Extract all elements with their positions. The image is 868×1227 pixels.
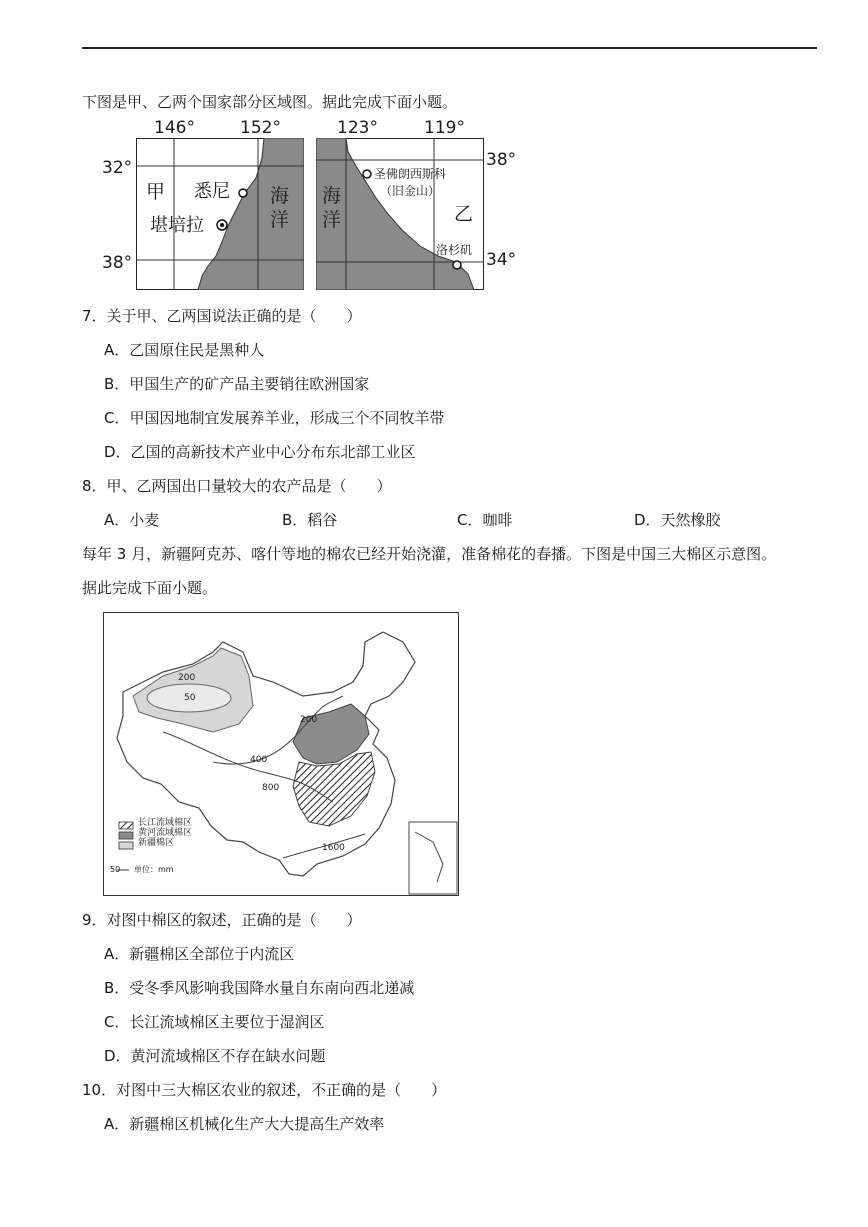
country-a-label: 甲	[146, 181, 166, 203]
lon-label: 123°	[337, 118, 378, 138]
lon-label: 146°	[154, 118, 195, 138]
country-b-label: 乙	[454, 203, 474, 225]
lon-label: 152°	[240, 118, 281, 138]
q7-option: A．乙国原住民是黑种人	[104, 341, 265, 359]
intro-text-2-cont: 据此完成下面小题。	[82, 579, 218, 597]
q9-option: D．黄河流域棉区不存在缺水问题	[104, 1047, 326, 1065]
q7-option: D．乙国的高新技术产业中心分布东北部工业区	[104, 443, 416, 461]
intro-text-2: 每年 3 月，新疆阿克苏、喀什等地的棉农已经开始浇灌，准备棉花的春播。下图是中国三大棉区示意图。	[82, 545, 777, 563]
q7-option: B．甲国生产的矿产品主要销往欧洲国家	[104, 375, 370, 393]
q8-option: A．小麦	[104, 511, 160, 529]
isoline-label: 50	[184, 693, 196, 703]
ocean-a-label-2: 洋	[270, 209, 290, 231]
city-canberra-label: 堪培拉	[150, 215, 204, 236]
q8-option: D．天然橡胶	[634, 511, 721, 529]
header-rule	[82, 47, 817, 49]
lon-label: 119°	[424, 118, 465, 138]
city-la-label: 洛杉矶	[436, 243, 473, 257]
q9-option: A．新疆棉区全部位于内流区	[104, 945, 295, 963]
lat-label: 38°	[486, 150, 517, 170]
isoline-label: 200	[300, 715, 318, 725]
q7-option: C．甲国因地制宜发展养羊业，形成三个不同牧羊带	[104, 409, 445, 427]
lat-label: 32°	[102, 158, 133, 178]
city-sydney-label: 悉尼	[194, 181, 230, 202]
q8-option: C．咖啡	[457, 511, 513, 529]
q8-stem: 8．甲、乙两国出口量较大的农产品是（ ）	[82, 477, 392, 495]
legend-yellow-river: 黄河流域棉区	[138, 828, 193, 838]
intro-text-1: 下图是甲、乙两个国家部分区域图。据此完成下面小题。	[82, 93, 458, 111]
q10-stem: 10．对图中三大棉区农业的叙述，不正确的是（ ）	[82, 1081, 447, 1099]
lat-label: 34°	[486, 250, 517, 270]
q10-option: A．新疆棉区机械化生产大大提高生产效率	[104, 1115, 385, 1133]
isoline-label: 1600	[322, 843, 345, 853]
map-china-cotton	[103, 612, 459, 896]
legend-yangtze: 长江流域棉区	[138, 818, 193, 828]
isoline-label: 400	[250, 755, 268, 765]
q7-stem: 7．关于甲、乙两国说法正确的是（ ）	[82, 307, 362, 325]
legend-unit: 单位：mm	[134, 865, 174, 874]
legend-xinjiang: 新疆棉区	[138, 838, 175, 848]
q9-option: C．长江流域棉区主要位于湿润区	[104, 1013, 325, 1031]
isoline-label: 800	[262, 783, 280, 793]
ocean-b-label-2: 洋	[322, 209, 342, 231]
ocean-a-label-1: 海	[270, 185, 290, 207]
q9-option: B．受冬季风影响我国降水量自东南向西北递减	[104, 979, 415, 997]
lat-label: 38°	[102, 253, 133, 273]
isoline-label: 200	[178, 673, 196, 683]
city-sf-label-sub: （旧金山）	[380, 184, 441, 198]
q8-option: B．稻谷	[282, 511, 338, 529]
legend-unit-sample: 50	[110, 865, 121, 874]
q9-stem: 9．对图中棉区的叙述，正确的是（ ）	[82, 911, 362, 929]
ocean-b-label-1: 海	[322, 185, 342, 207]
city-sf-label: 圣佛朗西斯科	[374, 167, 447, 181]
